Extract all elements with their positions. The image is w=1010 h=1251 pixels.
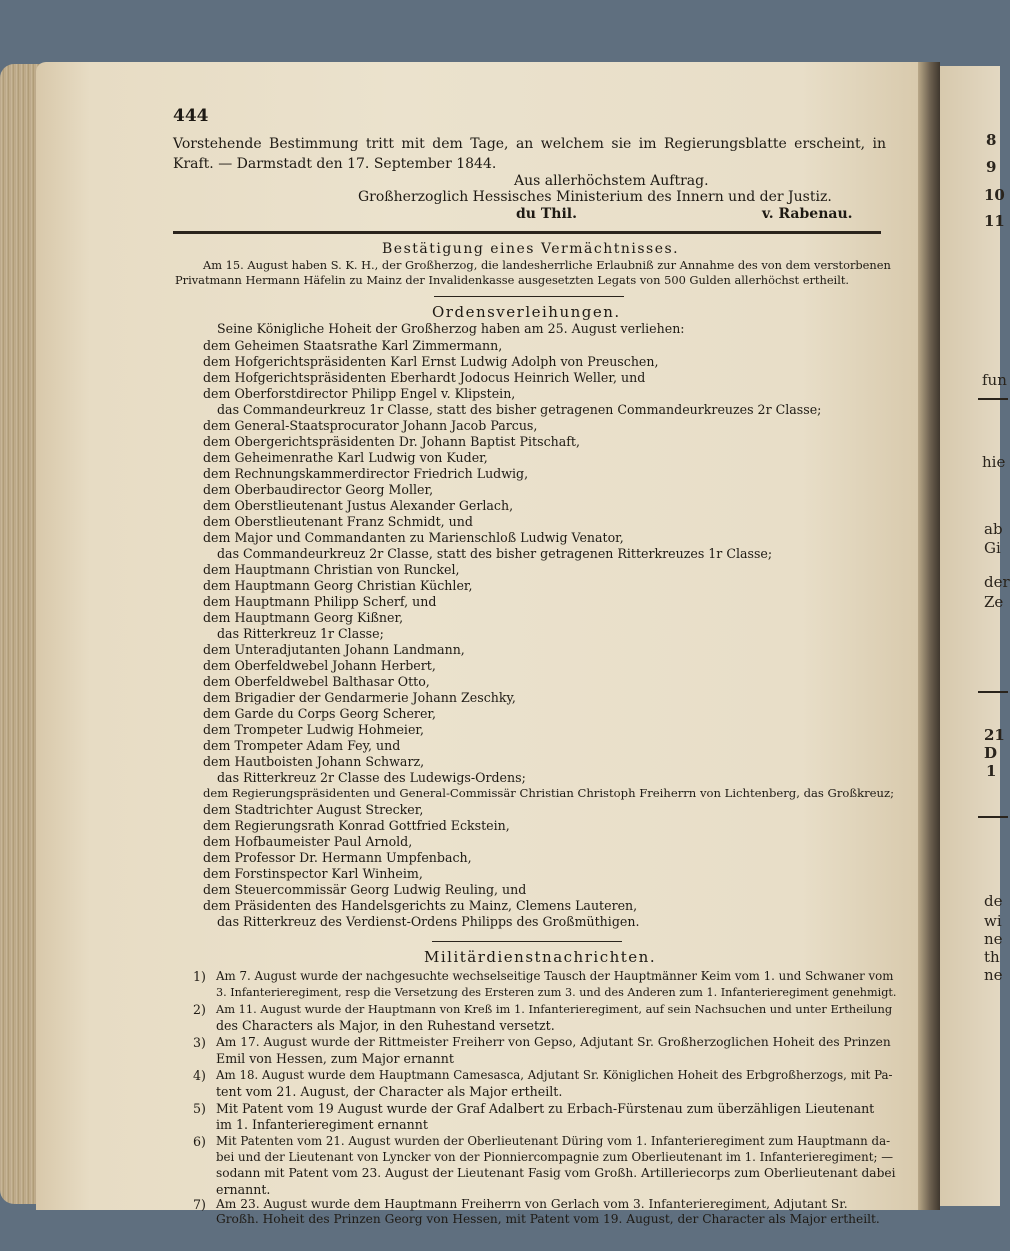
order-line: dem Rechnungskammerdirector Friedrich Ludwig,	[203, 466, 529, 481]
signer-left: du Thil.	[516, 206, 577, 222]
facing-fragment: 8	[986, 131, 997, 149]
item-number: 4)	[193, 1068, 206, 1083]
section-heading: Bestätigung eines Vermächtnisses.	[382, 241, 680, 257]
facing-fragment: 11	[984, 212, 1005, 230]
section-heading: Militärdienstnachrichten.	[424, 948, 657, 966]
signer-right: v. Rabenau.	[762, 206, 853, 222]
item-line: tent vom 21. August, der Character als Major ertheilt.	[216, 1084, 563, 1099]
order-line: das Ritterkreuz 1r Classe;	[217, 626, 384, 641]
item-line: sodann mit Patent vom 23. August der Lieutenant Fasig vom Großh. Artilleriecorps zum Oberlieutenant dabei	[216, 1166, 896, 1180]
order-line: dem Hauptmann Philipp Scherf, und	[203, 594, 437, 609]
order-line: dem Forstinspector Karl Winheim,	[203, 866, 423, 881]
facing-fragment: 21	[984, 726, 1005, 744]
order-line: dem Professor Dr. Hermann Umpfenbach,	[203, 850, 472, 865]
item-line: ernannt.	[216, 1182, 271, 1197]
facing-fragment: Gi	[984, 539, 1001, 557]
facing-fragment: 9	[986, 158, 997, 176]
order-line: dem Regierungspräsidenten und General-Commissär Christian Christoph Freiherrn von Lichtenberg, das Großkreuz;	[203, 786, 894, 800]
order-line: dem Oberforstdirector Philipp Engel v. Klipstein,	[203, 386, 516, 401]
order-line: dem Oberfeldwebel Balthasar Otto,	[203, 674, 430, 689]
order-line: dem Präsidenten des Handelsgerichts zu Mainz, Clemens Lauteren,	[203, 898, 638, 913]
item-line: Am 18. August wurde dem Hauptmann Camesasca, Adjutant Sr. Königlichen Hoheit des Erbgroßherzogs, mit Pa-	[216, 1068, 893, 1082]
facing-fragment: 1	[986, 762, 997, 780]
order-line: dem Obergerichtspräsidenten Dr. Johann Baptist Pitschaft,	[203, 434, 580, 449]
section-rule	[432, 941, 622, 942]
facing-fragment: de	[984, 892, 1003, 910]
intro-line: Kraft. — Darmstadt den 17. September 1844.	[173, 156, 497, 172]
item-line: Emil von Hessen, zum Major ernannt	[216, 1051, 454, 1066]
item-number: 7)	[193, 1197, 206, 1212]
item-line: Mit Patent vom 19 August wurde der Graf Adalbert zu Erbach-Fürstenau zum überzähligen Lieutenant	[216, 1101, 875, 1116]
item-line: Mit Patenten vom 21. August wurden der Oberlieutenant Düring vom 1. Infanterieregiment zum Hauptmann da-	[216, 1134, 891, 1148]
order-line: dem Brigadier der Gendarmerie Johann Zeschky,	[203, 690, 516, 705]
item-line: Am 23. August wurde dem Hauptmann Freiherrn von Gerlach vom 3. Infanterieregiment, Adjutant Sr.	[216, 1197, 848, 1211]
facing-fragment: ne	[984, 966, 1003, 984]
text-line: Privatmann Hermann Häfelin zu Mainz der Invalidenkasse ausgesetzten Legats von 500 Gulden allerhöchst ertheilt.	[175, 273, 850, 287]
facing-fragment: D	[984, 744, 998, 762]
order-line: dem Oberbaudirector Georg Moller,	[203, 482, 434, 497]
facing-fragment: der	[984, 573, 1010, 591]
order-line: dem Oberfeldwebel Johann Herbert,	[203, 658, 436, 673]
facing-rule	[978, 398, 1008, 400]
order-line: das Ritterkreuz 2r Classe des Ludewigs-Ordens;	[217, 770, 526, 785]
item-line: Großh. Hoheit des Prinzen Georg von Hessen, mit Patent vom 19. August, der Character als Major ertheilt.	[216, 1212, 880, 1226]
facing-fragment: hie	[982, 453, 1006, 471]
section-heading: Ordensverleihungen.	[432, 303, 621, 321]
order-line: dem General-Staatsprocurator Johann Jacob Parcus,	[203, 418, 538, 433]
ministry-line: Großherzoglich Hessisches Ministerium des Innern und der Justiz.	[358, 189, 832, 205]
facing-rule	[978, 816, 1008, 818]
order-line: dem Geheimenrathe Karl Ludwig von Kuder,	[203, 450, 488, 465]
order-line: dem Hofbaumeister Paul Arnold,	[203, 834, 413, 849]
facing-fragment: wi	[984, 912, 1002, 930]
facing-fragment: 10	[984, 186, 1005, 204]
item-number: 5)	[193, 1101, 206, 1116]
facing-fragment: Ze	[984, 593, 1004, 611]
order-line: das Commandeurkreuz 2r Classe, statt des bisher getragenen Ritterkreuzes 1r Classe;	[217, 546, 773, 561]
item-line: Am 11. August wurde der Hauptmann von Kreß im 1. Infanterieregiment, auf sein Nachsuchen und unter Ertheilung	[216, 1002, 893, 1016]
section-rule	[434, 296, 624, 297]
item-line: bei und der Lieutenant von Lyncker von der Pionniercompagnie zum Oberlieutenant im 1. Infanterieregiment; —	[216, 1150, 894, 1164]
item-line: Am 17. August wurde der Rittmeister Freiherr von Gepso, Adjutant Sr. Großherzoglichen Hoheit des Prinzen	[216, 1035, 891, 1049]
facing-fragment: fun	[982, 371, 1007, 389]
order-line: dem Stadtrichter August Strecker,	[203, 802, 424, 817]
order-line: dem Unteradjutanten Johann Landmann,	[203, 642, 465, 657]
order-line: dem Hofgerichtspräsidenten Eberhardt Jodocus Heinrich Weller, und	[203, 370, 646, 385]
item-number: 6)	[193, 1134, 206, 1149]
item-line: des Characters als Major, in den Ruhestand versetzt.	[216, 1018, 555, 1033]
order-line: dem Trompeter Ludwig Hohmeier,	[203, 722, 425, 737]
item-line: 3. Infanterieregiment, resp die Versetzung des Ersteren zum 3. und des Anderen zum 1. Infanterieregiment genehmigt.	[216, 986, 897, 999]
auftrag-line: Aus allerhöchstem Auftrag.	[514, 173, 709, 189]
order-line: dem Hautboisten Johann Schwarz,	[203, 754, 425, 769]
order-line: dem Steuercommissär Georg Ludwig Reuling, und	[203, 882, 527, 897]
order-line: dem Oberstlieutenant Justus Alexander Gerlach,	[203, 498, 514, 513]
order-line: dem Hofgerichtspräsidenten Karl Ernst Ludwig Adolph von Preuschen,	[203, 354, 659, 369]
section-rule	[173, 231, 881, 234]
intro-line: Vorstehende Bestimmung tritt mit dem Tage, an welchem sie im Regierungsblatte erscheint, in	[173, 136, 887, 152]
facing-fragment: ne	[984, 930, 1003, 948]
facing-page-strip	[940, 66, 1010, 1206]
order-line: dem Major und Commandanten zu Marienschloß Ludwig Venator,	[203, 530, 624, 545]
order-line: das Ritterkreuz des Verdienst-Ordens Philipps des Großmüthigen.	[217, 914, 640, 929]
item-line: im 1. Infanterieregiment ernannt	[216, 1117, 428, 1132]
order-line: dem Hauptmann Georg Kißner,	[203, 610, 404, 625]
facing-fragment: th	[984, 948, 1000, 966]
order-line: dem Hauptmann Georg Christian Küchler,	[203, 578, 473, 593]
item-number: 2)	[193, 1002, 206, 1017]
order-line: dem Geheimen Staatsrathe Karl Zimmermann,	[203, 338, 503, 353]
order-line: dem Hauptmann Christian von Runckel,	[203, 562, 460, 577]
order-line: dem Garde du Corps Georg Scherer,	[203, 706, 437, 721]
order-line: dem Regierungsrath Konrad Gottfried Eckstein,	[203, 818, 510, 833]
order-line: dem Oberstlieutenant Franz Schmidt, und	[203, 514, 473, 529]
facing-fragment: ab	[984, 520, 1003, 538]
facing-rule	[978, 691, 1008, 693]
order-line: dem Trompeter Adam Fey, und	[203, 738, 401, 753]
item-line: Am 7. August wurde der nachgesuchte wechselseitige Tausch der Hauptmänner Keim vom 1. und Schwaner vom	[216, 969, 894, 983]
text-line: Seine Königliche Hoheit der Großherzog haben am 25. August verliehen:	[217, 321, 685, 336]
text-line: Am 15. August haben S. K. H., der Großherzog, die landesherrliche Erlaubniß zur Annahme des von dem verstorbenen	[203, 258, 891, 272]
book-gutter	[918, 62, 940, 1210]
order-line: das Commandeurkreuz 1r Classe, statt des bisher getragenen Commandeurkreuzes 2r Classe;	[217, 402, 822, 417]
item-number: 1)	[193, 969, 206, 984]
item-number: 3)	[193, 1035, 206, 1050]
page-number: 444	[173, 106, 209, 126]
